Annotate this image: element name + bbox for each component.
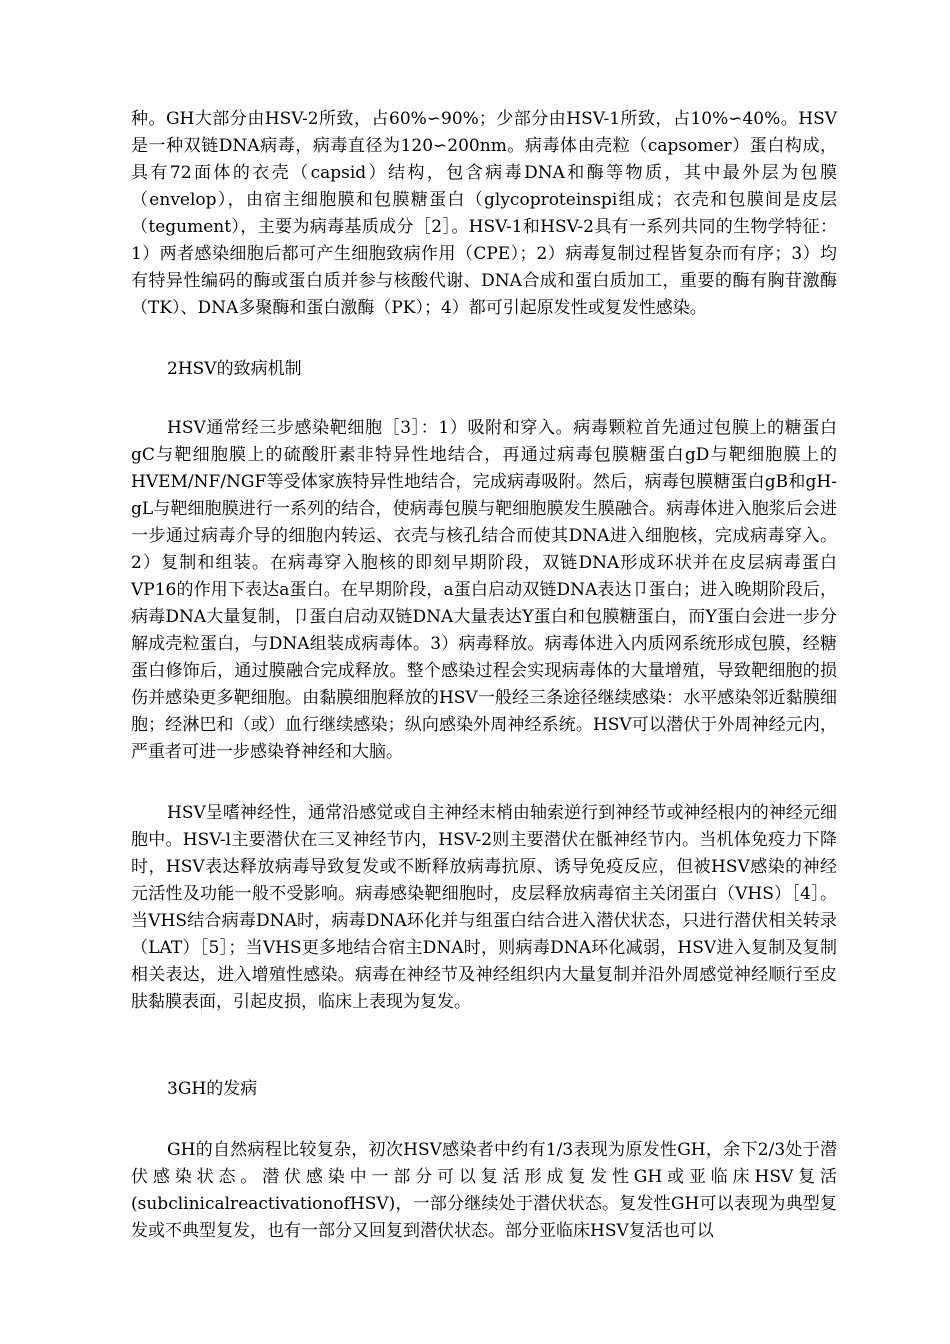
section-heading-onset: 3GH的发病 bbox=[167, 1079, 258, 1099]
paragraph-hsv-biology: 种。GH大部分由HSV-2所致，占60%∽90%；少部分由HSV-1所致，占10%∽40%。HSV是一种双链DNA病毒，病毒直径为120∽200nm。病毒体由壳粒（capsomer）蛋白构成，具有72面体的衣壳（capsid）结构，包含病毒DNA和酶等物质，其中最外层为包膜（envelop），由宿主细胞膜和包膜糖蛋白（glycoproteinspi组成；衣壳和包膜间是皮层（tegument），主要为病毒基质成分［2］。HSV-1和HSV-2具有一系列共同的生物学特征：1）两者感染细胞后都可产生细胞致病作用（CPE）；2）病毒复制过程皆复杂而有序；3）均有特异性编码的酶或蛋白质并参与核酸代谢、DNA合成和蛋白质加工，重要的酶有胸苷激酶（TK）、DNA多聚酶和蛋白激酶（PK）；4）都可引起原发性或复发性感染。 bbox=[131, 109, 837, 318]
document-page bbox=[131, 106, 837, 1245]
section-heading-pathogenesis: 2HSV的致病机制 bbox=[167, 359, 302, 379]
spacer bbox=[131, 766, 837, 800]
paragraph-latency: HSV呈嗜神经性，通常沿感觉或自主神经末梢由轴索逆行到神经节或神经根内的神经元细胞中。HSV-l主要潜伏在三叉神经节内，HSV-2则主要潜伏在骶神经节内。当机体免疫力下降时，HSV表达释放病毒导致复发或不断释放病毒抗原、诱导免疫反应，但被HSV感染的神经元活性及功能一般不受影响。病毒感染靶细胞时，皮层释放病毒宿主关闭蛋白（VHS）［4］。当VHS结合病毒DNA时，病毒DNA环化并与组蛋白结合进入潜伏状态，只进行潜伏相关转录（LAT）［5］；当VHS更多地结合宿主DNA时，则病毒DNA环化减弱，HSV进入复制及复制相关表达，进入增殖性感染。病毒在神经节及神经组织内大量复制并沿外周感觉神经顺行至皮肤黏膜表面，引起皮损，临床上表现为复发。 bbox=[131, 803, 837, 1012]
paragraph-natural-course: GH的自然病程比较复杂，初次HSV感染者中约有1/3表现为原发性GH，余下2/3处于潜伏感染状态。潜伏感染中一部分可以复活形成复发性GH或亚临床HSV复活(subclinicalreactivationofHSV)，一部分继续处于潜伏状态。复发性GH可以表现为典型复发或不典型复发，也有一部分又回复到潜伏状态。部分亚临床HSV复活也可以 bbox=[131, 1140, 837, 1241]
spacer bbox=[131, 383, 837, 415]
paragraph-infection-steps: HSV通常经三步感染靶细胞［3］：1）吸附和穿入。病毒颗粒首先通过包膜上的糖蛋白gC与靶细胞膜上的硫酸肝素非特异性地结合，再通过病毒包膜糖蛋白gD与靶细胞膜上的HVEM/NF/NGF等受体家族特异性地结合，完成病毒吸附。然后，病毒包膜糖蛋白gB和gH-gL与靶细胞膜进行一系列的结合，使病毒包膜与靶细胞膜发生膜融合。病毒体进入胞浆后会进一步通过病毒介导的细胞内转运、衣壳与核孔结合而使其DNA进入细胞核，完成病毒穿入。2）复制和组装。在病毒穿入胞核的即刻早期阶段，双链DNA形成环状并在皮层病毒蛋白VP16的作用下表达a蛋白。在早期阶段，a蛋白启动双链DNA表达卩蛋白；进入晚期阶段后，病毒DNA大量复制，卩蛋白启动双链DNA大量表达Y蛋白和包膜糖蛋白，而Y蛋白会进一步分解成壳粒蛋白，与DNA组装成病毒体。3）病毒释放。病毒体进入内质网系统形成包膜，经糖蛋白修饰后，通过膜融合完成释放。整个感染过程会实现病毒体的大量增殖，导致靶细胞的损伤并感染更多靶细胞。由黏膜细胞释放的HSV一般经三条途径继续感染：水平感染邻近黏膜细胞；经淋巴和（或）血行继续感染；纵向感染外周神经系统。HSV可以潜伏于外周神经元内，严重者可进一步感染脊神经和大脑。 bbox=[131, 418, 837, 762]
spacer bbox=[131, 1103, 837, 1137]
spacer bbox=[131, 1016, 837, 1076]
spacer bbox=[131, 322, 837, 356]
